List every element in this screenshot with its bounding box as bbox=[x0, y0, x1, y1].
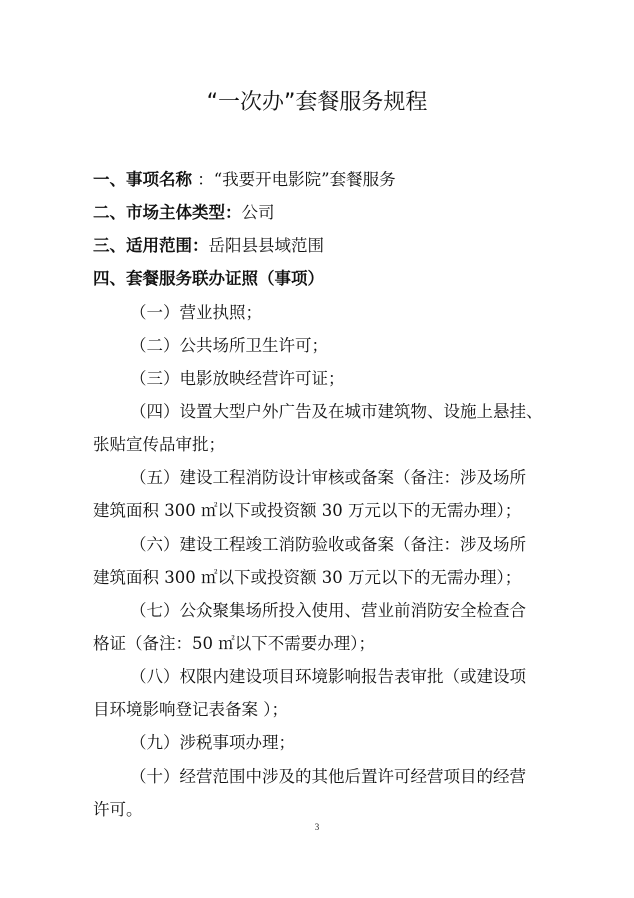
item-line: （十）经营范围中涉及的其他后置许可经营项目的经营 bbox=[130, 766, 526, 786]
section-entity-type bbox=[93, 196, 563, 229]
item-line: （二）公共场所卫生许可； bbox=[130, 335, 328, 355]
document-body bbox=[93, 163, 563, 826]
document-title: “一次办”套餐服务规程 bbox=[206, 90, 428, 115]
page-number: 3 bbox=[314, 822, 320, 832]
item-line: （三）电影放映经营许可证； bbox=[130, 368, 345, 388]
item-line: （七）公众聚集场所投入使用、营业前消防安全检查合 bbox=[130, 600, 526, 620]
item-line: （九）涉税事项办理； bbox=[130, 733, 295, 753]
section-item-name bbox=[93, 163, 563, 196]
section-value: ：“我要开电影院”套餐服务 bbox=[192, 170, 396, 189]
item-line-continued: 张贴宣传品审批； bbox=[93, 435, 225, 455]
item-line-continued: 目环境影响登记表备案 ）； bbox=[93, 700, 288, 720]
item-line: （六）建设工程竣工消防验收或备案（备注：涉及场所 bbox=[130, 534, 526, 554]
section-licenses bbox=[93, 262, 563, 295]
section-value: 岳阳县县域范围 bbox=[208, 236, 324, 256]
item-line: （一）营业执照； bbox=[130, 302, 262, 322]
section-label: 四、套餐服务联办证照（事项） bbox=[93, 269, 324, 289]
section-label: 一、事项名称 bbox=[93, 170, 192, 189]
section-label: 二、市场主体类型： bbox=[93, 203, 242, 223]
section-label: 三、适用范围： bbox=[93, 236, 209, 256]
item-line-continued: 建筑面积 300 ㎡以下或投资额 30 万元以下的无需办理）； bbox=[93, 501, 522, 521]
section-scope bbox=[93, 229, 563, 262]
item-line: （五）建设工程消防设计审核或备案（备注：涉及场所 bbox=[130, 468, 526, 488]
item-line: （四）设置大型户外广告及在城市建筑物、设施上悬挂、 bbox=[130, 401, 543, 421]
item-line-continued: 建筑面积 300 ㎡以下或投资额 30 万元以下的无需办理）； bbox=[93, 567, 522, 587]
item-line-continued: 格证（备注：50 ㎡以下不需要办理）； bbox=[93, 633, 375, 653]
section-value: 公司 bbox=[241, 203, 275, 223]
item-line: （八）权限内建设项目环境影响报告表审批（或建设项 bbox=[130, 667, 526, 687]
item-line-continued: 许可。 bbox=[93, 799, 143, 819]
